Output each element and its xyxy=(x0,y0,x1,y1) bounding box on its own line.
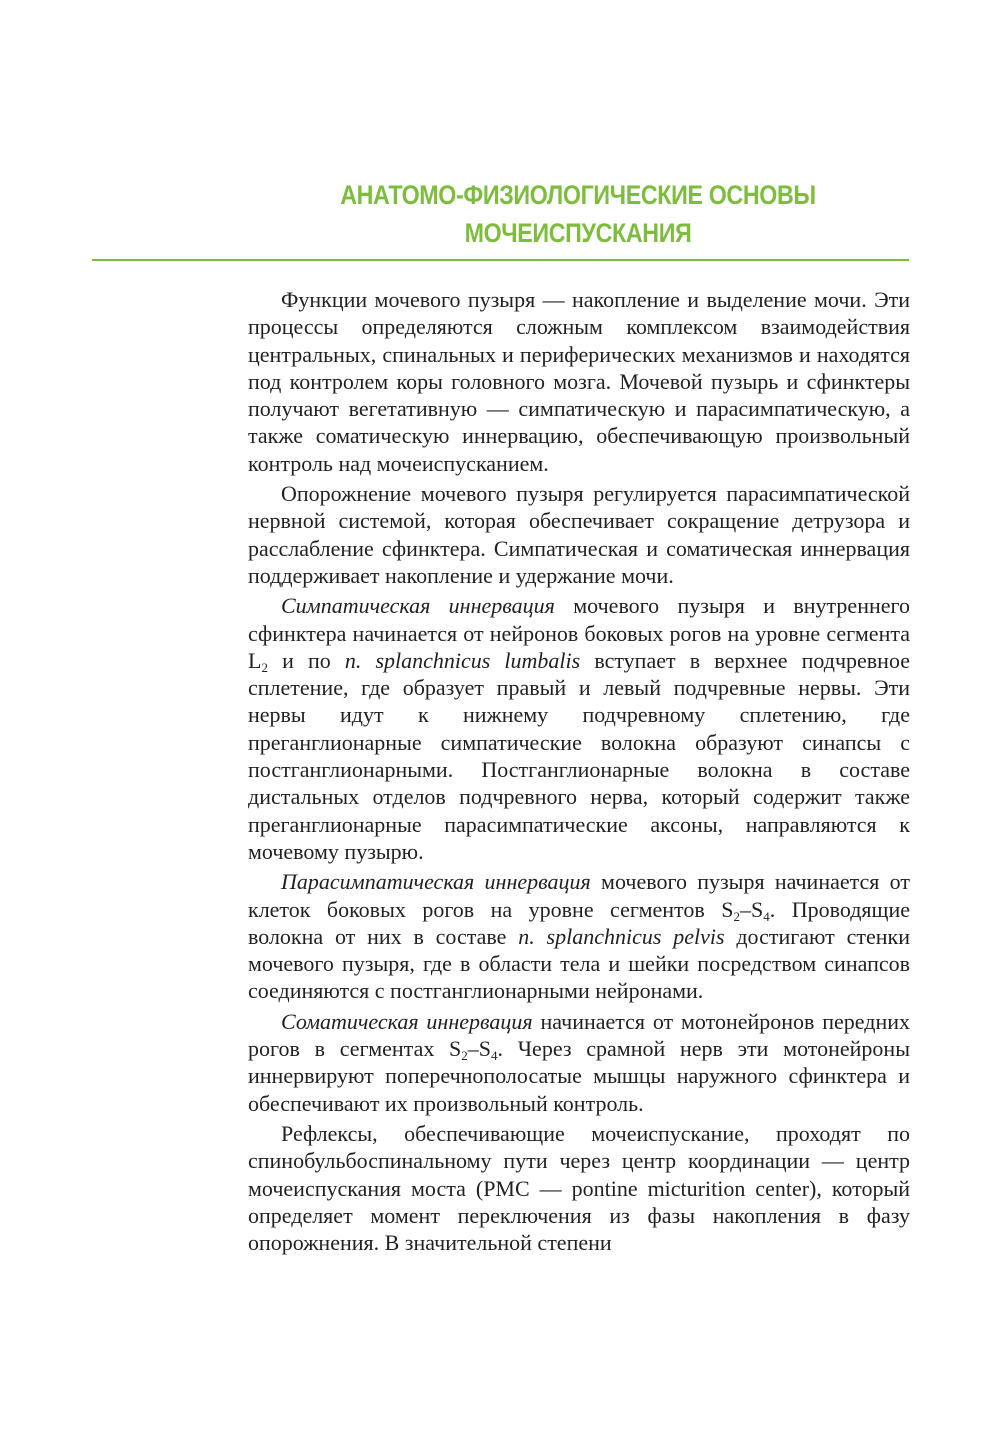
paragraph-sympathetic xyxy=(248,592,910,865)
chapter-title-line-2: МОЧЕИСПУСКАНИЯ xyxy=(464,218,692,248)
subscript: 4 xyxy=(491,1048,498,1064)
paragraph-functions: Функции мочевого пузыря — накопление и выделение мочи. Эти процессы определяются сложным комплексом взаимодействия центральных, спинальных и периферических механизмов и находятся под контролем коры головного мозга. Мочевой пузырь и сфинктеры получают вегетативную — симпатическую и парасимпатическую, а также соматическую иннервацию, обеспечивающую произвольный контроль над мочеиспусканием. xyxy=(248,287,910,476)
text-span: . Через срамной нерв эти мотонейроны иннервируют поперечнополосатые мышцы наружного сфинктера и обеспечивают их произвольный контроль. xyxy=(248,1036,910,1116)
subscript: 4 xyxy=(763,908,770,924)
chapter-title-line-1: АНАТОМО-ФИЗИОЛОГИЧЕСКИЕ ОСНОВЫ xyxy=(340,180,816,210)
term-sympathetic: Симпатическая иннервация xyxy=(281,593,555,619)
subscript: 2 xyxy=(733,908,740,924)
text-span: мочевого пузыря начинается от клеток боковых рогов на уровне сегментов S xyxy=(248,869,910,922)
text-span: мочевого пузыря и внутреннего сфинктера начинается от нейронов боковых рогов на уровне сегмента L xyxy=(248,593,910,673)
paragraph-somatic xyxy=(248,1008,910,1117)
subscript: 2 xyxy=(461,1048,468,1064)
title-divider xyxy=(92,259,909,261)
term-somatic: Соматическая иннервация xyxy=(281,1008,533,1034)
term-parasympathetic: Парасимпатическая иннервация xyxy=(281,869,591,895)
text-span: –S xyxy=(467,1036,492,1062)
paragraph-emptying: Опорожнение мочевого пузыря регулируется парасимпатической нервной системой, которая обеспечивает сокращение детрузора и расслабление сфинктера. Симпатическая и соматическая иннервация поддерживает накопление и удержание мочи. xyxy=(248,481,910,588)
text-span: вступает в верхнее подчревное сплетение, где образует правый и левый подчревные нервы. Эти нервы идут к нижнему подчревному сплетению, где преганглионарные симпатические волокна образуют синапсы с постганглионарными. Постганглионарные волокна в составе дистальных отделов подчревного нерва, который содержит также преганглионарные парасимпатические аксоны, направляются к мочевому пузырю. xyxy=(248,647,910,864)
latin-term: n. splanchnicus lumbalis xyxy=(344,647,581,673)
latin-term: n. splanchnicus pelvis xyxy=(518,923,725,949)
subscript: 2 xyxy=(261,659,268,675)
text-span: . Проводящие волокна от них в составе xyxy=(248,896,910,949)
chapter-title xyxy=(294,176,862,252)
text-span: достигают стенки мочевого пузыря, где в области тела и шейки посредством синапсов соединяются с постганглионарными нейронами. xyxy=(248,923,910,1004)
paragraph-parasympathetic xyxy=(248,868,910,1004)
text-span: –S xyxy=(739,896,764,922)
text-span: и по xyxy=(267,647,345,673)
text-span: начинается от мотонейронов передних рогов в сегментах S xyxy=(248,1008,910,1062)
paragraph-reflexes: Рефлексы, обеспечивающие мочеиспускание, проходят по спинобульбоспинальному пути через центр координации — центр мочеиспускания моста (PMC — pontine micturition center), который определяет момент переключения из фазы накопления в фазу опорожнения. В значительной степени xyxy=(248,1120,910,1256)
body-text xyxy=(248,286,910,1259)
